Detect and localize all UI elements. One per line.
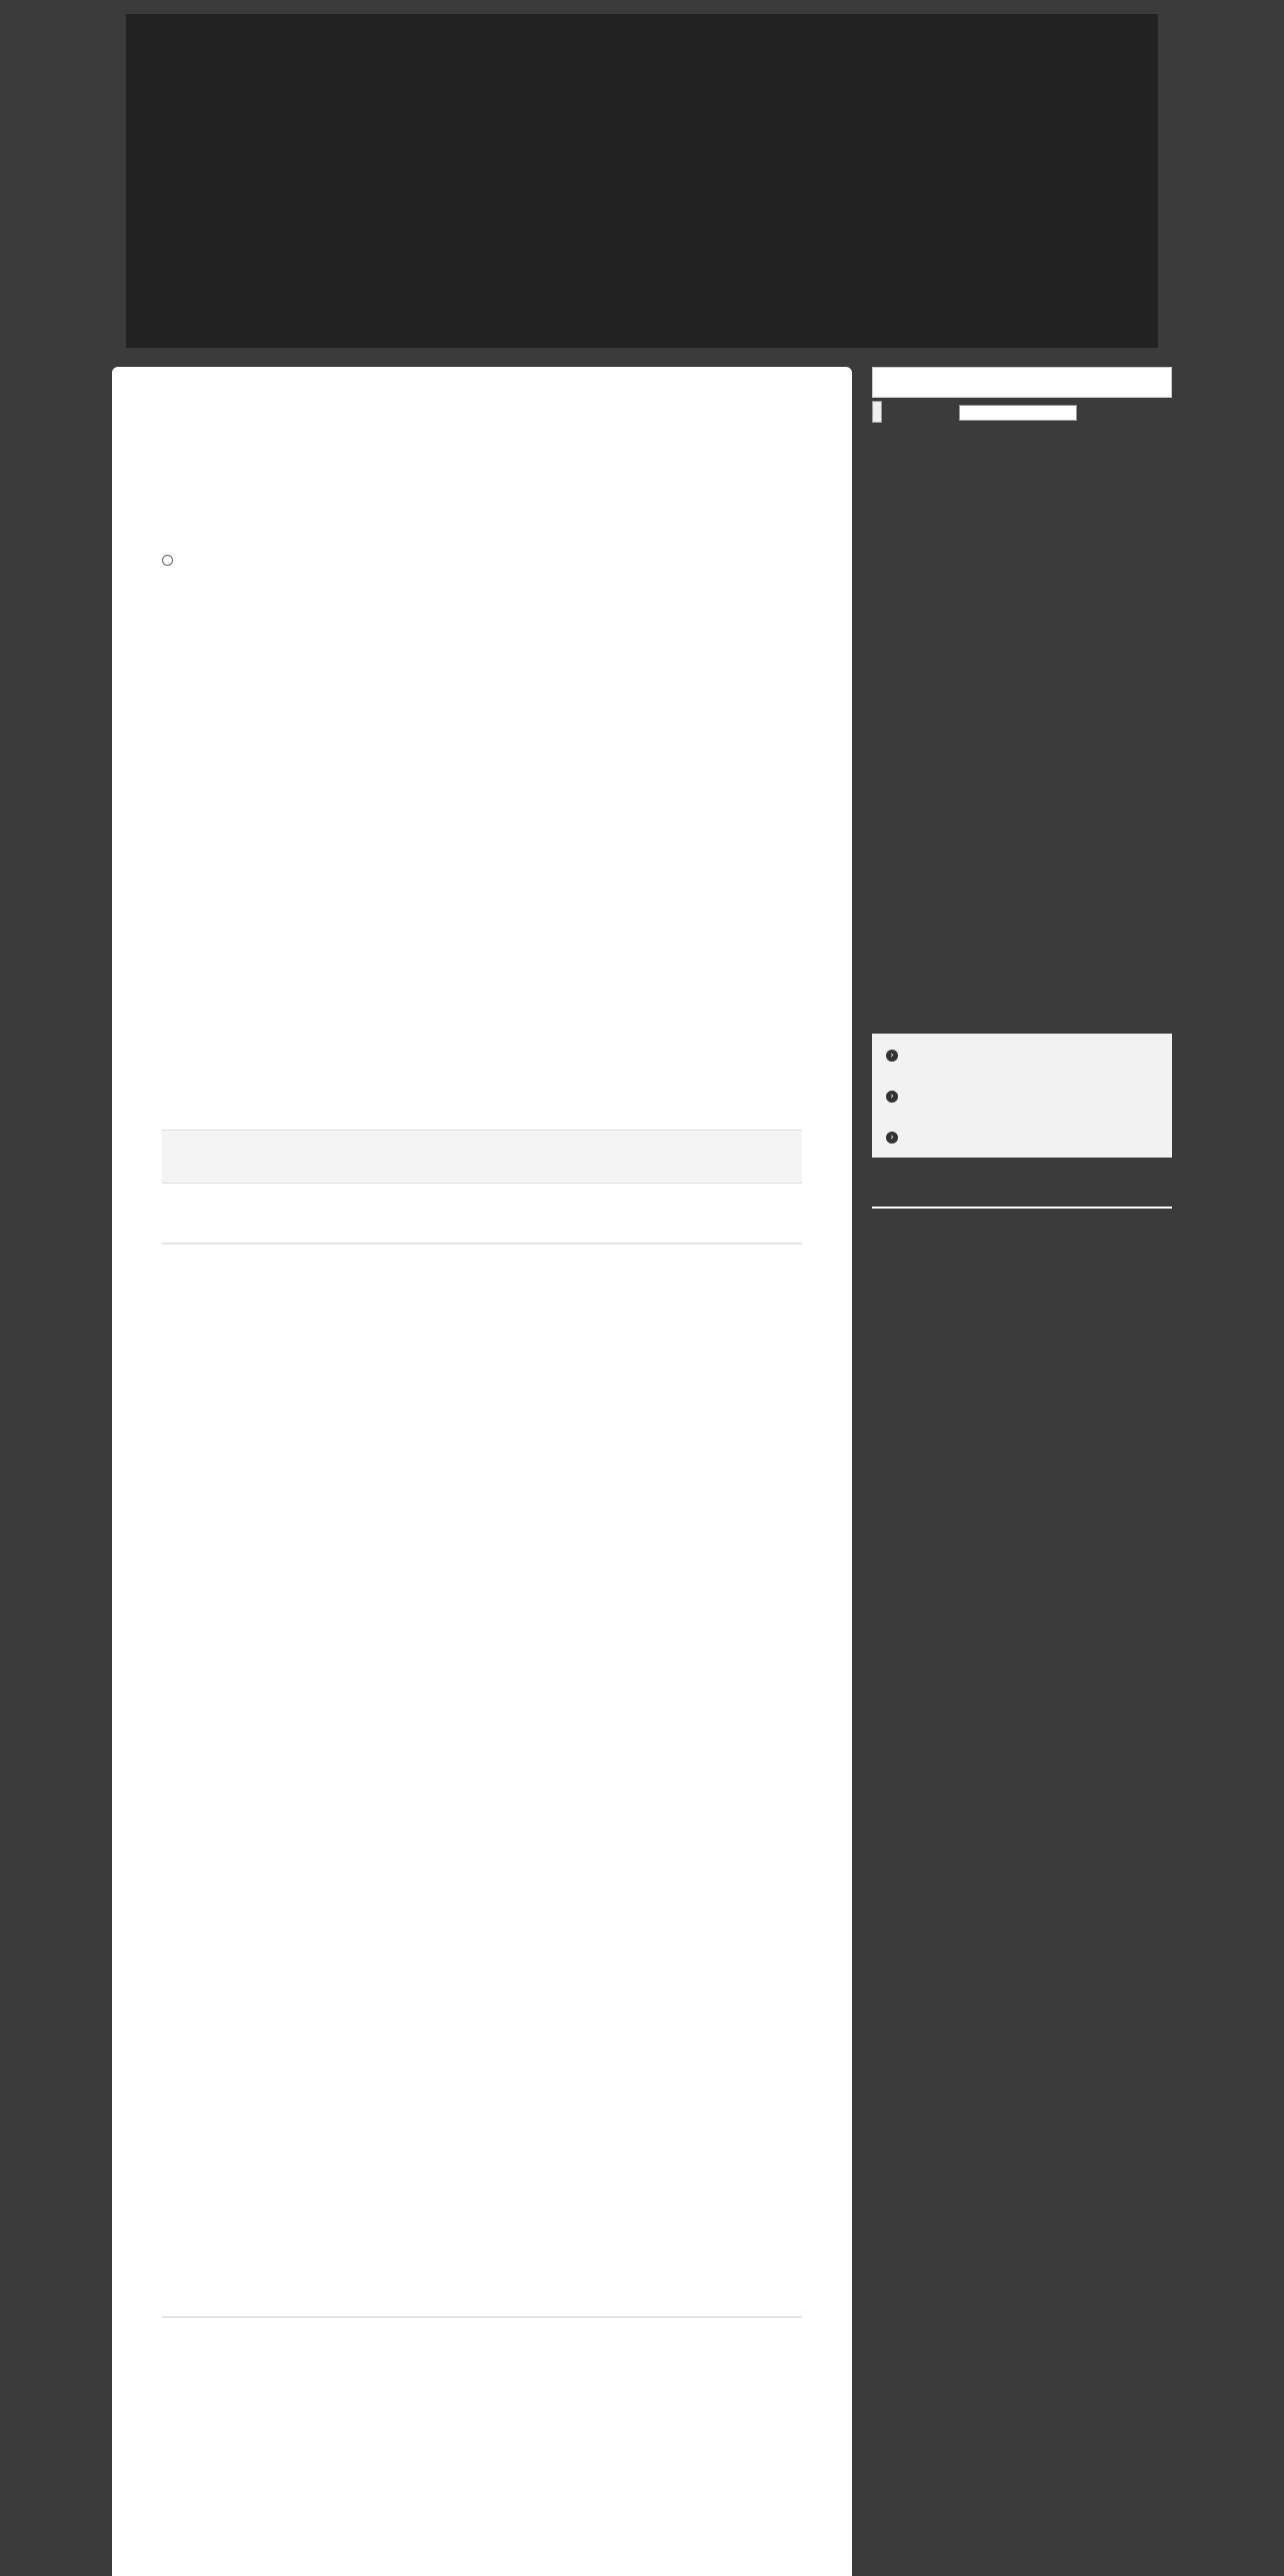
sidebar-links — [872, 1034, 1172, 1158]
letter-block — [168, 2340, 688, 2360]
sidebar-link-contact[interactable] — [886, 1034, 904, 1074]
chevron-circle-icon: › — [886, 1050, 898, 1062]
letter-image — [168, 2340, 688, 2448]
sidebar-link-categories[interactable] — [886, 1116, 904, 1156]
search-input[interactable] — [872, 367, 1172, 398]
divider — [872, 1207, 1172, 1209]
breadcrumb — [162, 398, 174, 413]
chevron-circle-icon: › — [886, 1091, 898, 1103]
letter-block — [168, 2374, 688, 2434]
chevron-circle-icon: › — [886, 1132, 898, 1144]
post-date — [162, 554, 177, 568]
box-heading — [162, 1130, 802, 1184]
section-heading — [162, 1207, 802, 1245]
main-article — [112, 367, 852, 2576]
google-custom-search-badge[interactable] — [959, 405, 1077, 421]
clock-icon — [162, 555, 173, 566]
section-heading — [162, 2280, 802, 2318]
header-banner[interactable] — [126, 14, 1158, 348]
search-button[interactable] — [872, 401, 882, 423]
sidebar-link-terms[interactable] — [886, 1075, 904, 1115]
